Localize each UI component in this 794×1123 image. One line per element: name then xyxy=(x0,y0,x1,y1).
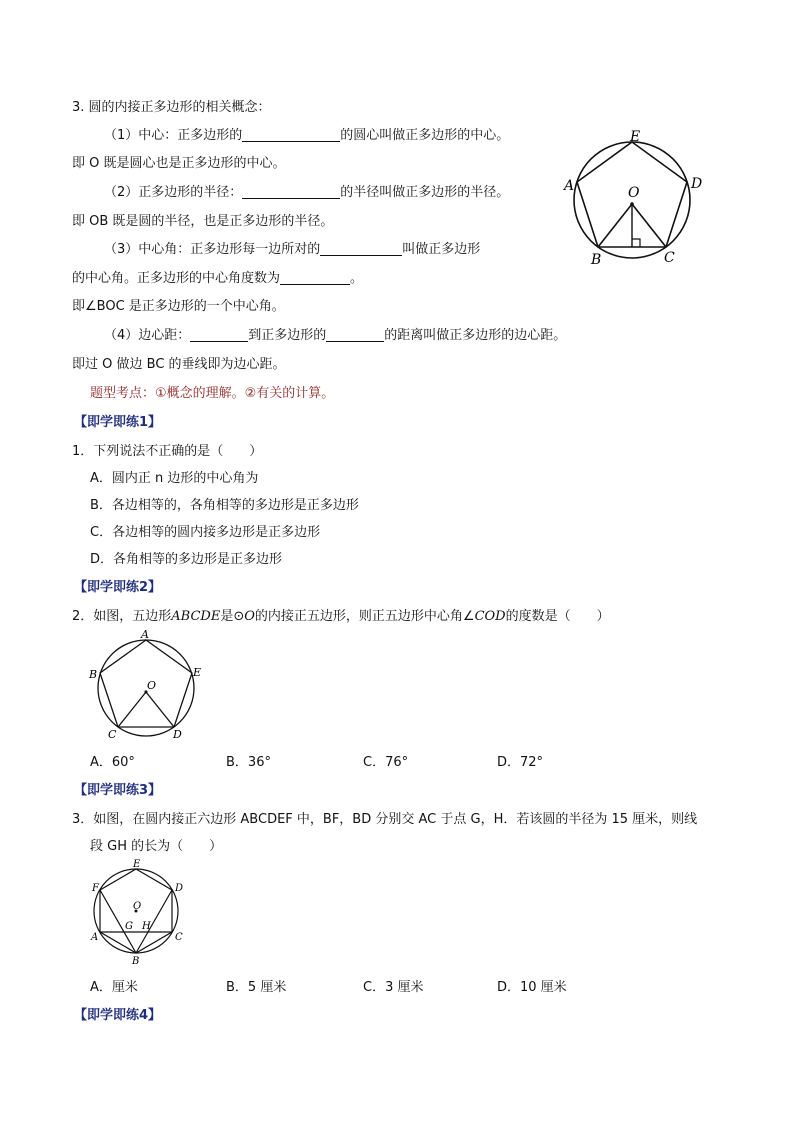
practice2-option-d: D．72° xyxy=(497,755,544,770)
concept-apothem xyxy=(104,324,566,343)
practice3-label-O: O xyxy=(133,901,142,912)
practice2-option-c: C．76° xyxy=(363,755,409,770)
practice3-label-A: A xyxy=(91,932,99,943)
practice2-line-OD xyxy=(146,692,174,727)
practice2-label-C: C xyxy=(108,728,117,741)
practice3-question-line2: 段 GH 的长为（ ） xyxy=(90,839,223,854)
label-C: C xyxy=(664,250,675,266)
practice2-label-E: E xyxy=(193,666,202,679)
concept-center-note: 即 O 既是圆心也是正多边形的中心。 xyxy=(72,156,286,171)
practice2-q-mid: 是⊙ xyxy=(220,609,245,624)
practice1-option-b: B．各边相等的，各角相等的多边形是正多边形 xyxy=(90,498,359,513)
practice2-q-pre: 2．如图，五边形 xyxy=(72,609,172,624)
practice1-option-d: D．各角相等的多边形是正多边形 xyxy=(90,552,283,567)
section3-title: 3. 圆的内接正多边形的相关概念： xyxy=(72,100,271,115)
practice2-q-post: 的度数是（ ） xyxy=(505,609,610,624)
label-E: E xyxy=(630,129,641,145)
concept-radius xyxy=(104,181,509,200)
blank-angle xyxy=(320,241,402,256)
practice1-heading: 【即学即练1】 xyxy=(74,415,162,430)
concept-radius-note: 即 OB 既是圆的半径，也是正多边形的半径。 xyxy=(72,214,334,229)
practice2-question xyxy=(72,605,610,624)
label-A: A xyxy=(564,178,575,194)
practice2-option-a: A．60° xyxy=(90,755,135,770)
concept-center-pre: （1）中心：正多边形的 xyxy=(104,128,243,143)
practice3-question-line1: 3．如图，在圆内接正六边形 ABCDEF 中，BF，BD 分别交 AC 于点 G，H．若该圆的半径为 15 厘米，则线 xyxy=(72,812,698,827)
label-O: O xyxy=(628,185,640,201)
practice2-line-OC xyxy=(118,692,146,727)
concept-angle-post: 叫做正多边形 xyxy=(402,242,481,257)
practice2-label-D: D xyxy=(173,728,182,741)
practice3-option-a: A．厘米 xyxy=(90,980,138,995)
practice2-label-O: O xyxy=(147,679,157,692)
concept-apothem-note: 即过 O 做边 BC 的垂线即为边心距。 xyxy=(72,357,286,372)
practice3-option-c: C．3 厘米 xyxy=(363,980,424,995)
concept-apothem-pre: （4）边心距： xyxy=(104,328,191,343)
practice2-q-var2: O xyxy=(244,609,255,624)
exam-points: 题型考点：①概念的理解。②有关的计算。 xyxy=(90,386,335,401)
blank-center xyxy=(242,127,340,142)
practice2-q-mid2: 的内接正五边形，则正五边形中心角∠ xyxy=(254,609,475,624)
blank-angle-degree xyxy=(280,270,350,285)
radius-OC xyxy=(632,204,666,247)
concept-apothem-mid: 到正多边形的 xyxy=(248,328,327,343)
practice3-label-D: D xyxy=(175,883,184,894)
right-angle-mark xyxy=(632,239,640,247)
blank-apothem-2 xyxy=(326,327,384,342)
concept-angle-line2 xyxy=(72,267,363,286)
concept-center-post: 的圆心叫做正多边形的中心。 xyxy=(340,128,510,143)
concept-angle-note: 即∠BOC 是正多边形的一个中心角。 xyxy=(72,299,285,314)
practice3-label-G: G xyxy=(125,921,133,932)
practice4-heading: 【即学即练4】 xyxy=(74,1008,162,1023)
practice2-label-A: A xyxy=(141,628,149,641)
label-B: B xyxy=(591,252,602,268)
concept-angle-pre: （3）中心角：正多边形每一边所对的 xyxy=(104,242,321,257)
concept-angle-line2-post: 。 xyxy=(350,271,364,286)
radius-OB xyxy=(598,204,632,247)
pentagon-circle-figure xyxy=(560,126,710,268)
practice3-label-F: F xyxy=(92,883,99,894)
practice1-option-a: A．圆内正 n 边形的中心角为 xyxy=(90,471,259,486)
blank-radius xyxy=(242,184,340,199)
concept-radius-post: 的半径叫做正多边形的半径。 xyxy=(340,185,510,200)
practice2-figure xyxy=(86,628,208,742)
concept-apothem-post: 的距离叫做正多边形的边心距。 xyxy=(384,328,567,343)
center-point xyxy=(630,202,634,206)
practice3-option-d: D．10 厘米 xyxy=(497,980,567,995)
practice3-figure xyxy=(88,856,192,966)
practice2-label-B: B xyxy=(89,668,98,681)
practice2-q-var1: ABCDE xyxy=(171,609,221,624)
concept-angle xyxy=(104,238,480,257)
practice3-heading: 【即学即练3】 xyxy=(74,783,162,798)
practice1-question: 1．下列说法不正确的是（ ） xyxy=(72,444,263,459)
practice1-option-c: C．各边相等的圆内接多边形是正多边形 xyxy=(90,525,321,540)
practice2-q-var3: COD xyxy=(474,609,506,624)
practice3-option-b: B．5 厘米 xyxy=(226,980,287,995)
concept-radius-pre: （2）正多边形的半径： xyxy=(104,185,243,200)
practice3-label-C: C xyxy=(175,932,183,943)
practice2-heading: 【即学即练2】 xyxy=(74,580,162,595)
concept-angle-line2-pre: 的中心角。正多边形的中心角度数为 xyxy=(72,271,281,286)
blank-apothem-1 xyxy=(190,327,248,342)
label-D: D xyxy=(691,176,703,192)
practice3-label-B: B xyxy=(132,956,140,966)
practice2-circle xyxy=(98,640,194,736)
practice3-label-E: E xyxy=(133,859,141,870)
practice3-label-H: H xyxy=(142,921,151,932)
concept-center xyxy=(104,124,509,143)
practice2-option-b: B．36° xyxy=(226,755,271,770)
